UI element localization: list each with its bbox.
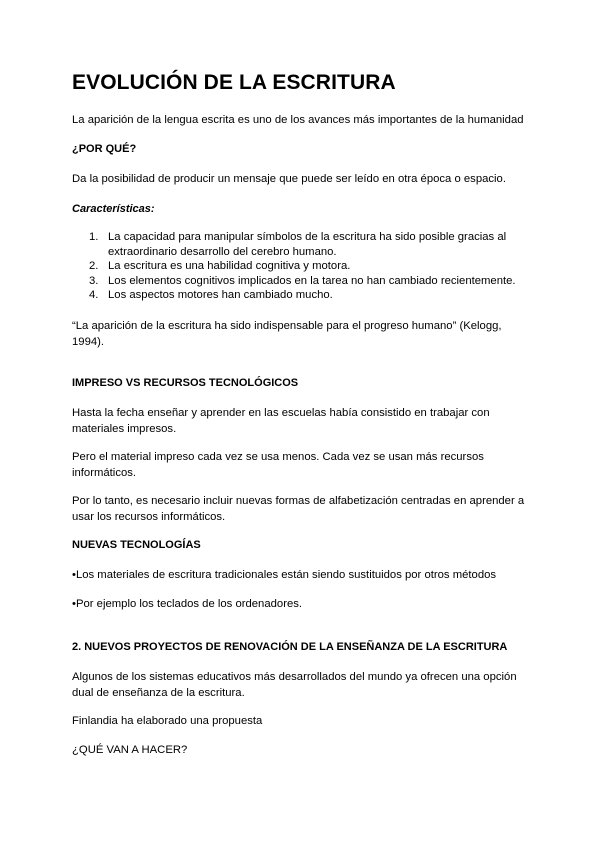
quote-paragraph: “La aparición de la escritura ha sido indispensable para el progreso humano” (Kelogg, 1994). [72, 320, 502, 348]
nuevas-heading: NUEVAS TECNOLOGÍAS [72, 539, 201, 551]
nuevas-bullet-1: •Los materiales de escritura tradicionales están siendo sustituidos por otros métodos [72, 569, 497, 581]
list-item [72, 288, 532, 303]
list-item-text: La escritura es una habilidad cognitiva y motora. [108, 260, 351, 273]
proyectos-heading: 2. NUEVOS PROYECTOS DE RENOVACIÓN DE LA ENSEÑANZA DE LA ESCRITURA [72, 641, 508, 653]
proyectos-paragraph-3: ¿QUÉ VAN A HACER? [72, 744, 188, 756]
intro-paragraph: La aparición de la lengua escrita es uno de los avances más importantes de la humanidad [72, 114, 524, 126]
list-item-text: Los elementos cognitivos implicados en la tarea no han cambiado recientemente. [108, 274, 516, 287]
impreso-paragraph-2: Pero el material impreso cada vez se usa menos. Cada vez se usan más recursos informáticos. [72, 451, 484, 479]
impreso-heading: IMPRESO VS RECURSOS TECNOLÓGICOS [72, 377, 299, 389]
proyectos-paragraph-2: Finlandia ha elaborado una propuesta [72, 715, 263, 727]
proyectos-paragraph-1: Algunos de los sistemas educativos más desarrollados del mundo ya ofrecen una opción dual de enseñanza de la escritura. [72, 671, 517, 699]
list-item-number: 4. [89, 289, 99, 302]
impreso-paragraph-1: Hasta la fecha enseñar y aprender en las escuelas había consistido en trabajar con materiales impresos. [72, 407, 490, 435]
list-item-text: Los aspectos motores han cambiado mucho. [108, 289, 333, 302]
impreso-paragraph-3: Por lo tanto, es necesario incluir nuevas formas de alfabetización centradas en aprender a usar los recursos informáticos. [72, 495, 525, 523]
list-item [72, 274, 532, 289]
por-que-heading: ¿POR QUÉ? [72, 143, 137, 155]
nuevas-bullet-2: •Por ejemplo los teclados de los ordenadores. [72, 598, 303, 610]
document-title: EVOLUCIÓN DE LA ESCRITURA [72, 71, 396, 94]
list-item [72, 259, 532, 274]
caracteristicas-list [72, 230, 532, 303]
list-item-number: 2. [89, 260, 99, 273]
caracteristicas-heading: Características: [72, 203, 155, 215]
list-item-number: 1. [89, 231, 99, 243]
list-item-text: La capacidad para manipular símbolos de la escritura ha sido posible gracias al extraordinario desarrollo del cerebro humano. [108, 231, 507, 258]
list-item-number: 3. [89, 274, 99, 287]
por-que-paragraph: Da la posibilidad de producir un mensaje que puede ser leído en otra época o espacio. [72, 173, 506, 185]
list-item [72, 230, 532, 259]
